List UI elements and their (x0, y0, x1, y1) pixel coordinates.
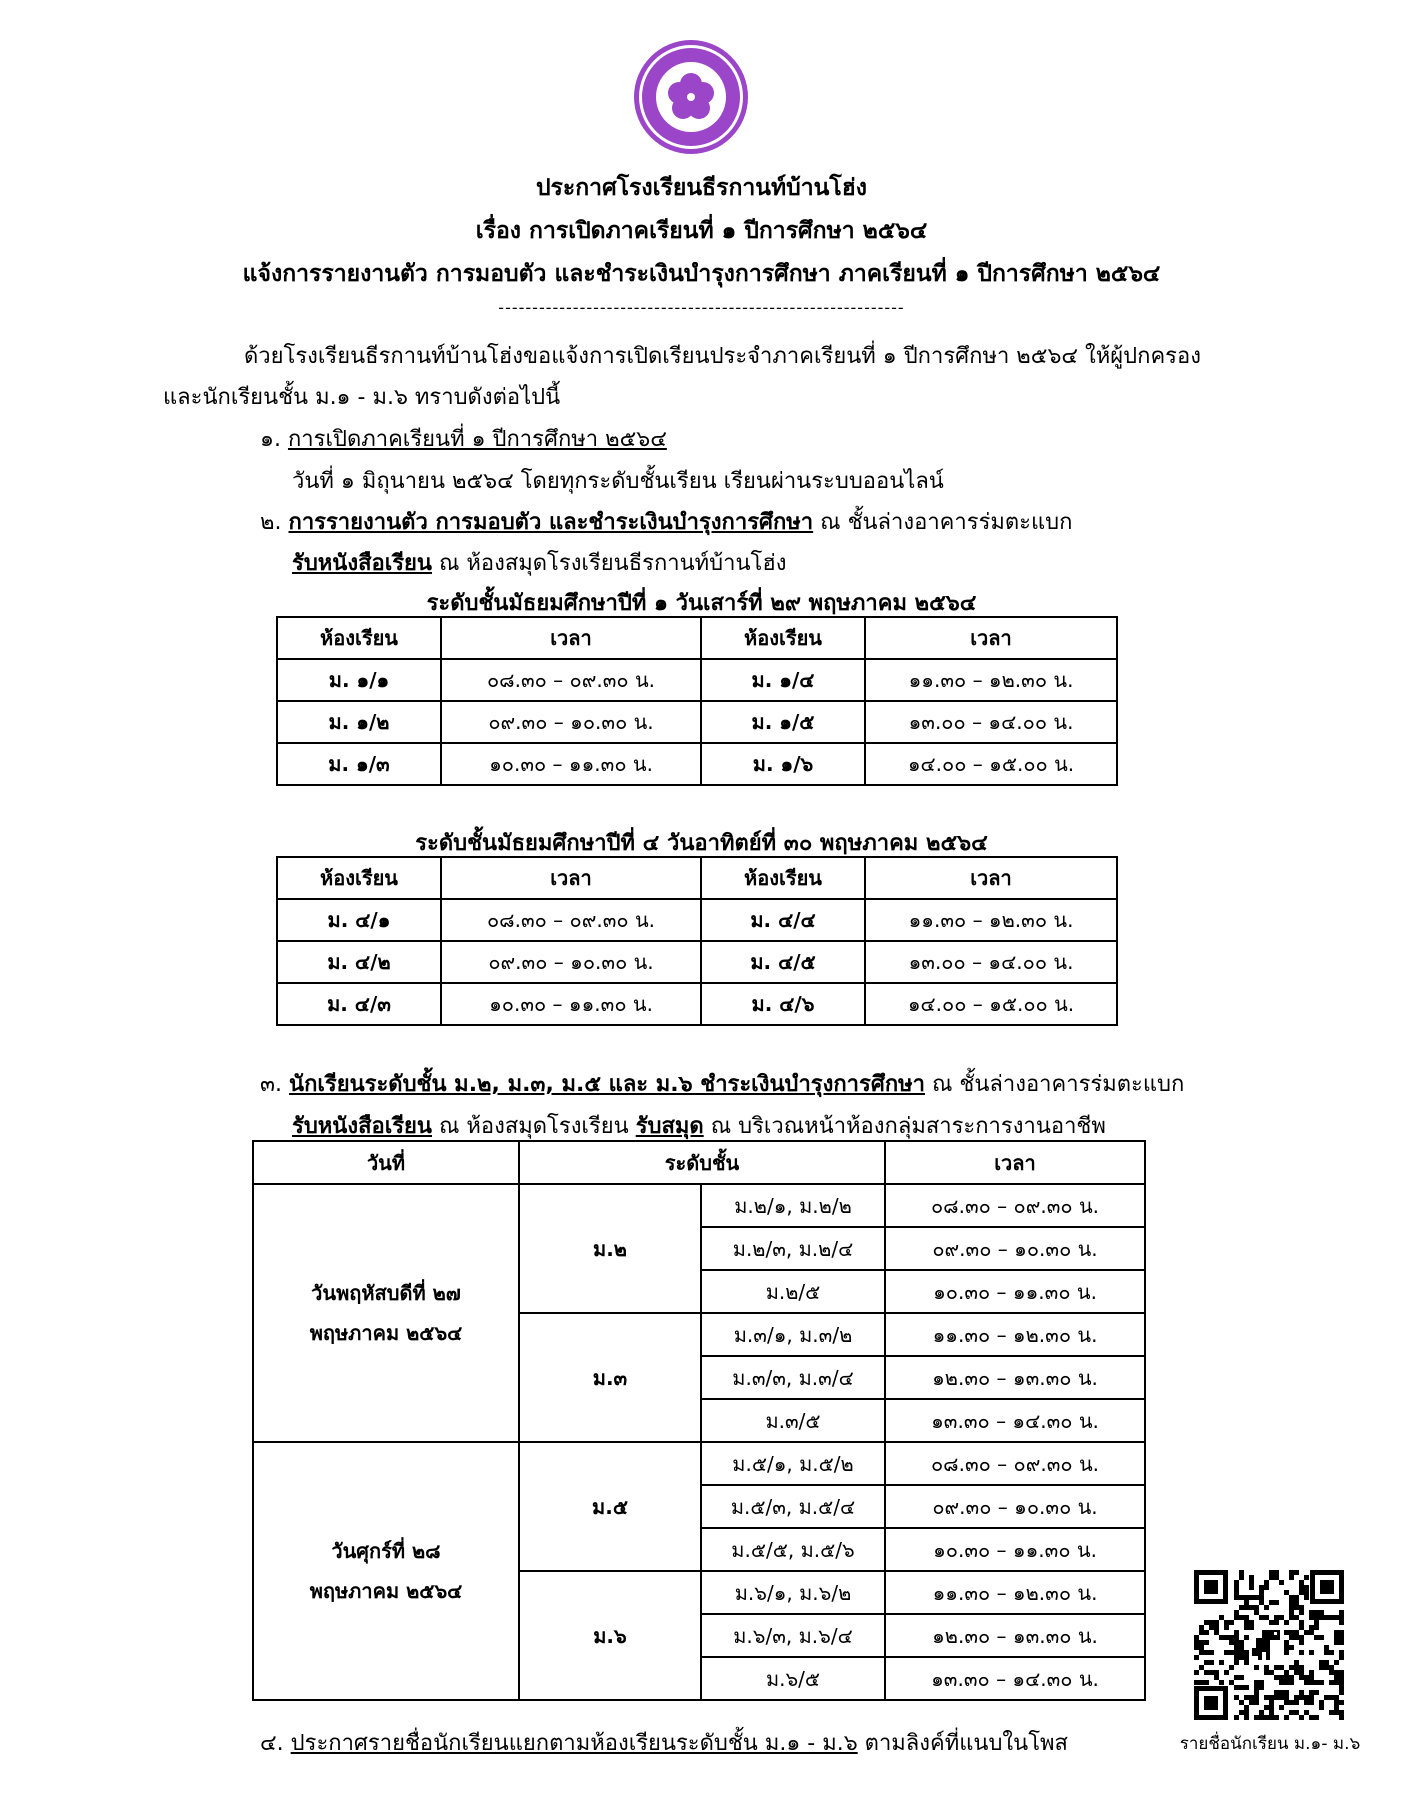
time-cell: ๐๙.๓๐ – ๑๐.๓๐ น. (441, 701, 701, 743)
time-cell: ๑๒.๓๐ – ๑๓.๓๐ น. (885, 1614, 1145, 1657)
section2-line2 (292, 545, 787, 580)
table-row (277, 941, 1117, 983)
date-cell (253, 1184, 519, 1442)
time-cell: ๑๓.๐๐ – ๑๔.๐๐ น. (865, 701, 1117, 743)
room-cell: ม. ๔/๖ (701, 983, 865, 1025)
header-level: ระดับชั้น (519, 1141, 885, 1184)
intro-line1: ด้วยโรงเรียนธีรกานท์บ้านโฮ่งขอแจ้งการเปิดเรียนประจำภาคเรียนที่ ๑ ปีการศึกษา ๒๕๖๔ ให้ผู้ปกครอง (244, 344, 1201, 369)
section3-heading (260, 1066, 1184, 1101)
section3-line2 (292, 1108, 1106, 1143)
date-cell (253, 1442, 519, 1700)
table-header-row (253, 1141, 1145, 1184)
table-row (277, 743, 1117, 785)
room-cell: ม. ๑/๓ (277, 743, 441, 785)
table-row (277, 983, 1117, 1025)
date-line2: พฤษภาคม ๒๕๖๔ (309, 1579, 463, 1603)
header-room: ห้องเรียน (277, 857, 441, 899)
section3-title: นักเรียนระดับชั้น ม.๒, ม.๓, ม.๕ และ ม.๖ ชำระเงินบำรุงการศึกษา (289, 1072, 925, 1097)
qr-code[interactable] (1192, 1568, 1346, 1722)
announcement-title: ประกาศโรงเรียนธีรกานท์บ้านโฮ่ง (535, 175, 868, 201)
time-cell: ๐๘.๓๐ – ๐๙.๓๐ น. (441, 659, 701, 701)
time-cell: ๑๒.๓๐ – ๑๓.๓๐ น. (885, 1356, 1145, 1399)
time-cell: ๐๘.๓๐ – ๐๙.๓๐ น. (885, 1184, 1145, 1227)
room-cell: ม. ๔/๑ (277, 899, 441, 941)
header-date: วันที่ (253, 1141, 519, 1184)
room-cell: ม. ๑/๖ (701, 743, 865, 785)
section4-number: ๔. (260, 1731, 284, 1756)
section2-line2-title: รับหนังสือเรียน (292, 551, 432, 576)
table-header-row (277, 857, 1117, 899)
room-cell: ม. ๑/๕ (701, 701, 865, 743)
time-cell: ๐๘.๓๐ – ๐๙.๓๐ น. (885, 1442, 1145, 1485)
room-cell: ม. ๑/๒ (277, 701, 441, 743)
section3-line2-d: ณ บริเวณหน้าห้องกลุ่มสาระการงานอาชีพ (703, 1114, 1106, 1139)
section4-title: ประกาศรายชื่อนักเรียนแยกตามห้องเรียนระดับชั้น ม.๑ - ม.๖ (290, 1731, 858, 1756)
table-m4 (276, 856, 1118, 1026)
announcement-subject: เรื่อง การเปิดภาคเรียนที่ ๑ ปีการศึกษา ๒๕๖๔ (475, 218, 928, 244)
section3-line2-c: รับสมุด (635, 1114, 704, 1139)
table-row (277, 701, 1117, 743)
section4-suffix: ตามลิงค์ที่แนบในโพส (857, 1731, 1068, 1756)
time-cell: ๐๙.๓๐ – ๑๐.๓๐ น. (441, 941, 701, 983)
rooms-cell: ม.๓/๓, ม.๓/๔ (701, 1356, 885, 1399)
rooms-cell: ม.๓/๑, ม.๓/๒ (701, 1313, 885, 1356)
rooms-cell: ม.๓/๕ (701, 1399, 885, 1442)
school-logo (632, 38, 750, 156)
table-row (253, 1442, 1145, 1485)
header-time: เวลา (441, 857, 701, 899)
room-cell: ม. ๑/๑ (277, 659, 441, 701)
header-room: ห้องเรียน (701, 617, 865, 659)
date-line2: พฤษภาคม ๒๕๖๔ (309, 1321, 463, 1345)
intro-line2: และนักเรียนชั้น ม.๑ - ม.๖ ทราบดังต่อไปนี้ (163, 385, 561, 410)
level-cell: ม.๕ (519, 1442, 701, 1571)
section2-title: การรายงานตัว การมอบตัว และชำระเงินบำรุงการศึกษา (288, 510, 814, 535)
table-m1-caption: ระดับชั้นมัธยมศึกษาปีที่ ๑ วันเสาร์ที่ ๒๙ พฤษภาคม ๒๕๖๔ (426, 591, 977, 616)
section1-number: ๑. (260, 427, 281, 452)
rooms-cell: ม.๖/๓, ม.๖/๔ (701, 1614, 885, 1657)
room-cell: ม. ๔/๔ (701, 899, 865, 941)
date-line1: วันพฤหัสบดีที่ ๒๗ (311, 1281, 461, 1305)
room-cell: ม. ๔/๕ (701, 941, 865, 983)
section1-title: การเปิดภาคเรียนที่ ๑ ปีการศึกษา ๒๕๖๔ (287, 427, 667, 452)
section2-line2-suffix: ณ ห้องสมุดโรงเรียนธีรกานท์บ้านโฮ่ง (431, 551, 787, 576)
header-time: เวลา (865, 857, 1117, 899)
time-cell: ๑๐.๓๐ – ๑๑.๓๐ น. (885, 1528, 1145, 1571)
table-grades (252, 1140, 1146, 1701)
time-cell: ๑๐.๓๐ – ๑๑.๓๐ น. (441, 983, 701, 1025)
time-cell: ๐๙.๓๐ – ๑๐.๓๐ น. (885, 1485, 1145, 1528)
table-m4-caption: ระดับชั้นมัธยมศึกษาปีที่ ๔ วันอาทิตย์ที่ ๓๐ พฤษภาคม ๒๕๖๔ (415, 831, 988, 856)
room-cell: ม. ๑/๔ (701, 659, 865, 701)
rooms-cell: ม.๖/๑, ม.๖/๒ (701, 1571, 885, 1614)
table-row (277, 659, 1117, 701)
time-cell: ๑๑.๓๐ – ๑๒.๓๐ น. (865, 659, 1117, 701)
section2-number: ๒. (260, 510, 282, 535)
header-time: เวลา (885, 1141, 1145, 1184)
table-row (277, 899, 1117, 941)
time-cell: ๐๙.๓๐ – ๑๐.๓๐ น. (885, 1227, 1145, 1270)
section3-line2-a: รับหนังสือเรียน (292, 1114, 432, 1139)
section1-detail: วันที่ ๑ มิถุนายน ๒๕๖๔ โดยทุกระดับชั้นเรียน เรียนผ่านระบบออนไลน์ (292, 469, 944, 494)
time-cell: ๐๘.๓๐ – ๐๙.๓๐ น. (441, 899, 701, 941)
rooms-cell: ม.๕/๑, ม.๕/๒ (701, 1442, 885, 1485)
section3-suffix: ณ ชั้นล่างอาคารร่มตะแบก (925, 1072, 1185, 1097)
rooms-cell: ม.๕/๓, ม.๕/๔ (701, 1485, 885, 1528)
section3-number: ๓. (260, 1072, 283, 1097)
rooms-cell: ม.๒/๕ (701, 1270, 885, 1313)
date-line1: วันศุกร์ที่ ๒๘ (331, 1539, 441, 1563)
header-time: เวลา (441, 617, 701, 659)
time-cell: ๑๓.๐๐ – ๑๔.๐๐ น. (865, 941, 1117, 983)
rooms-cell: ม.๒/๑, ม.๒/๒ (701, 1184, 885, 1227)
header-room: ห้องเรียน (277, 617, 441, 659)
time-cell: ๑๐.๓๐ – ๑๑.๓๐ น. (885, 1270, 1145, 1313)
level-cell: ม.๖ (519, 1571, 701, 1700)
announcement-subtitle: แจ้งการรายงานตัว การมอบตัว และชำระเงินบำรุงการศึกษา ภาคเรียนที่ ๑ ปีการศึกษา ๒๕๖๔ (242, 261, 1161, 287)
room-cell: ม. ๔/๒ (277, 941, 441, 983)
rooms-cell: ม.๖/๕ (701, 1657, 885, 1700)
section2-heading (260, 504, 1072, 539)
room-cell: ม. ๔/๓ (277, 983, 441, 1025)
level-cell: ม.๒ (519, 1184, 701, 1313)
level-cell: ม.๓ (519, 1313, 701, 1442)
rooms-cell: ม.๒/๓, ม.๒/๔ (701, 1227, 885, 1270)
section3-line2-b: ณ ห้องสมุดโรงเรียน (431, 1114, 636, 1139)
section1-heading (260, 421, 667, 456)
time-cell: ๑๑.๓๐ – ๑๒.๓๐ น. (865, 899, 1117, 941)
time-cell: ๑๓.๓๐ – ๑๔.๓๐ น. (885, 1657, 1145, 1700)
time-cell: ๑๑.๓๐ – ๑๒.๓๐ น. (885, 1313, 1145, 1356)
header-time: เวลา (865, 617, 1117, 659)
divider: ------------------------------------------------------------ (498, 298, 905, 317)
section2-suffix: ณ ชั้นล่างอาคารร่มตะแบก (813, 510, 1073, 535)
rooms-cell: ม.๕/๕, ม.๕/๖ (701, 1528, 885, 1571)
time-cell: ๑๔.๐๐ – ๑๕.๐๐ น. (865, 743, 1117, 785)
time-cell: ๑๐.๓๐ – ๑๑.๓๐ น. (441, 743, 701, 785)
section4-heading (260, 1725, 1068, 1760)
qr-caption: รายชื่อนักเรียน ม.๑- ม.๖ (1179, 1734, 1361, 1754)
table-row (253, 1184, 1145, 1227)
time-cell: ๑๑.๓๐ – ๑๒.๓๐ น. (885, 1571, 1145, 1614)
header-room: ห้องเรียน (701, 857, 865, 899)
time-cell: ๑๓.๓๐ – ๑๔.๓๐ น. (885, 1399, 1145, 1442)
table-header-row (277, 617, 1117, 659)
time-cell: ๑๔.๐๐ – ๑๕.๐๐ น. (865, 983, 1117, 1025)
table-m1 (276, 616, 1118, 786)
